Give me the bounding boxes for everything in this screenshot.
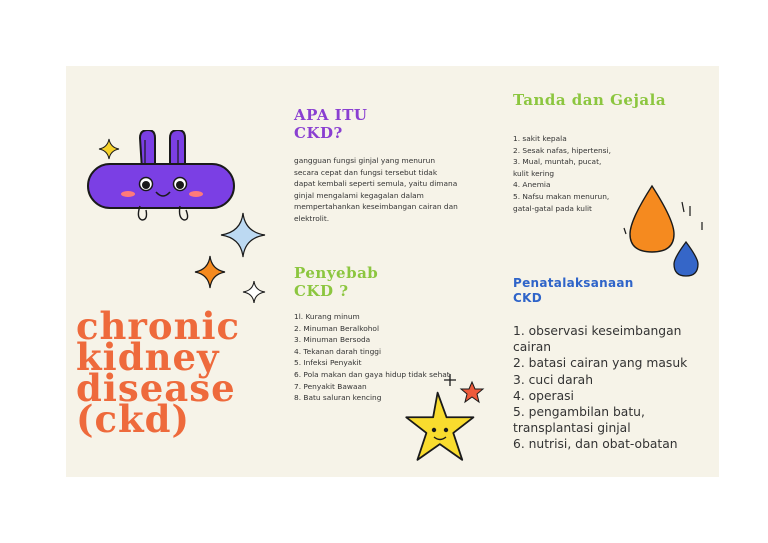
apa-itu-heading xyxy=(294,106,367,142)
list-item: 5. pengambilan batu, xyxy=(513,405,645,420)
heading-line: CKD? xyxy=(294,124,343,142)
apa-itu-body xyxy=(294,155,494,225)
list-item: 4. operasi xyxy=(513,388,574,403)
list-item: 8. Batu saluran kencing xyxy=(294,393,382,403)
list-item: 1l. Kurang minum xyxy=(294,312,360,321)
main-title-line: (ckd) xyxy=(76,397,191,441)
penyebab-heading xyxy=(294,264,378,300)
main-title-line: disease xyxy=(76,366,236,410)
list-item: 2. Minuman Beralkohol xyxy=(294,323,379,333)
heading-line: Penyebab xyxy=(294,264,379,282)
list-item: 3. Mual, muntah, pucat, xyxy=(513,157,602,167)
body-line: ginjal mengalami kegagalan dalam xyxy=(294,190,424,200)
list-item: 3. Minuman Bersoda xyxy=(294,335,371,345)
body-line: secara cepat dan fungsi tersebut tidak xyxy=(294,167,438,177)
heading-line: CKD xyxy=(513,291,542,305)
heading-line: Penatalaksanaan xyxy=(513,276,634,290)
list-item: gatal-gatal pada kulit xyxy=(513,203,592,213)
heading-line: CKD ? xyxy=(294,282,349,300)
main-title xyxy=(76,304,241,441)
tanda-list xyxy=(513,133,611,214)
list-item: 3. cuci darah xyxy=(513,372,594,387)
body-line: dapat kembali seperti semula, yaitu dimana xyxy=(294,179,458,189)
list-item: 5. Infeksi Penyakit xyxy=(294,358,362,368)
body-line: elektrolit. xyxy=(294,213,330,223)
penatalaksanaan-heading xyxy=(513,276,634,306)
list-item: 7. Penyakit Bawaan xyxy=(294,381,367,391)
list-item: cairan xyxy=(513,340,552,355)
brochure-sheet xyxy=(66,66,719,477)
list-item: 2. batasi cairan yang masuk xyxy=(513,356,688,371)
main-title-line: chronic xyxy=(76,304,241,348)
list-item: 1. observasi keseimbangan xyxy=(513,324,682,338)
sparkle-star-icon xyxy=(242,280,266,304)
smiling-star-icon xyxy=(392,372,492,464)
heading-line: APA ITU xyxy=(294,106,368,124)
list-item: 4. Tekanan darah tinggi xyxy=(294,346,382,356)
list-item: 6. nutrisi, dan obat-obatan xyxy=(513,437,678,452)
list-item: 1. sakit kepala xyxy=(513,134,567,143)
sparkle-star-icon xyxy=(220,212,266,258)
water-drop-icon xyxy=(622,184,708,280)
body-line: mempertahankan keseimbangan cairan dan xyxy=(294,202,458,212)
penatalaksanaan-list xyxy=(513,323,687,453)
list-item: transplantasi ginjal xyxy=(513,421,631,436)
main-title-line: kidney xyxy=(76,335,220,379)
list-item: 2. Sesak nafas, hipertensi, xyxy=(513,145,611,155)
sparkle-star-icon xyxy=(98,138,120,160)
list-item: 4. Anemia xyxy=(513,180,551,190)
list-item: kulit kering xyxy=(513,168,555,178)
list-item: 5. Nafsu makan menurun, xyxy=(513,191,610,201)
list-item: 6. Pola makan dan gaya hidup tidak sehat xyxy=(294,369,450,379)
sparkle-star-icon xyxy=(194,255,226,289)
body-line: gangguan fungsi ginjal yang menurun xyxy=(294,156,436,165)
tanda-heading: Tanda dan Gejala xyxy=(513,91,667,109)
